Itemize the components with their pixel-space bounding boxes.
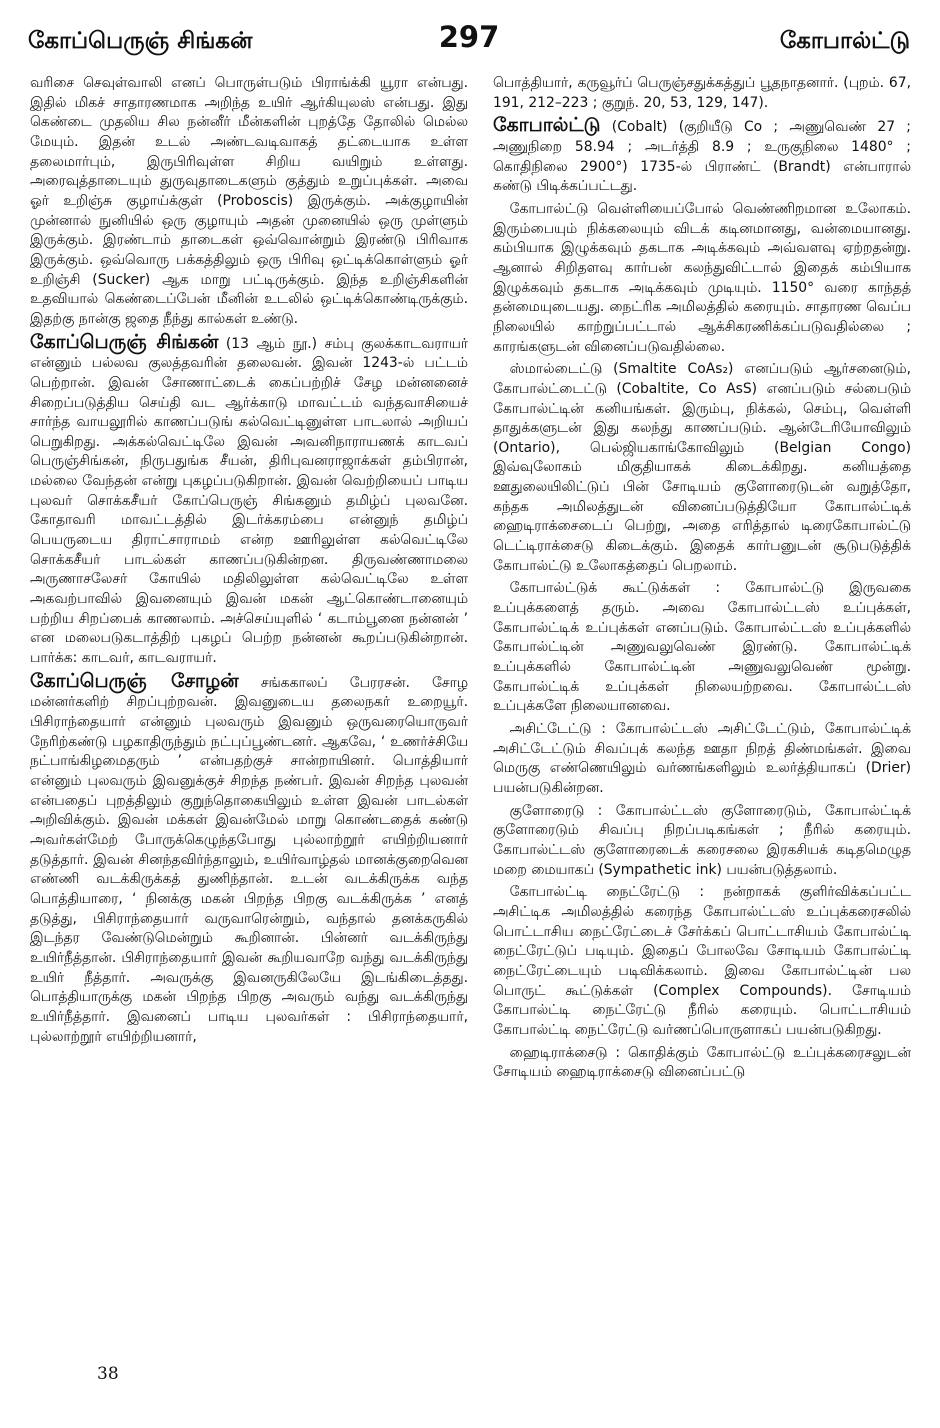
page-header: [28, 20, 910, 60]
right-column: [493, 74, 911, 1324]
running-head-left: கோப்பெருஞ் சிங்கன்: [28, 28, 253, 54]
page-number: 297: [438, 20, 500, 54]
paragraph: அசிட்டேட்டு : கோபால்ட்டஸ் அசிட்டேட்டும், கோபால்ட்டிக் அசிட்டேட்டும் சிவப்புக் கலந்த ஊதா நிறத் திண்மங்கள். இவை மெருகு எண்ணெயிலும் வர்ணங்களிலும் உலர்த்தியாகப் (Drier) பயன்படுகின்றன.: [493, 721, 911, 796]
paragraph-continuation: பொத்தியார், கருவூர்ப் பெருஞ்சதுக்கத்துப் பூதநாதனார். (புறம். 67, 191, 212–223 ; குறுந். 20, 53, 129, 147).: [493, 75, 911, 111]
entry-kopperun-cholan: [30, 669, 468, 1047]
paragraph: குளோரைடு : கோபால்ட்டஸ் குளோரைடும், கோபால்ட்டிக் குளோரைடும் சிவப்பு நிறப்படிகங்கள் ; நீரில் கரையும். கோபால்ட்டஸ் குளோரைடைக் கரைசலை இரகசியக் கடிதமெழுத மறை மையாகப் (Sympathetic ink) பயன்படுத்தலாம்.: [493, 802, 911, 878]
paragraph: ஸ்மால்டைட்டு (Smaltite CoAs₂) எனப்படும் ஆர்சனைடும், கோபால்ட்டைட்டு (Cobaltite, Co AsS) எனப்படும் சல்பைடும் கோபால்ட்டின் கனியங்கள். இரும்பு, நிக்கல், செம்பு, வெள்ளி தாதுக்களுடன் இது கலந்து காணப்படும். ஆன்டேரியோவிலும் (Ontario), பெல்ஜியகாங்கோவிலும் (Belgian Congo) இவ்வுலோகம் மிகுதியாகக் கிடைக்கிறது. கனியத்தை ஊதுலையிலிட்டுப் பின் சோடியம் குளோரைடுடன் வறுத்தோ, கந்தக அமிலத்துடன் வினைப்படுத்தியோ கோபால்ட்டிக் ஹைடிராக்சைடைப் பெற்று, அதை எரித்தால் டிரைகோபால்ட்டு டெட்டிராக்சைடு கிடைக்கும். இதைக் கார்பனுடன் சூடுபடுத்திக் கோபால்ட்டு உலோகத்தைப் பெறலாம்.: [493, 361, 911, 574]
running-head-right: கோபால்ட்டு: [779, 28, 910, 54]
entry-cobalt: [493, 116, 911, 197]
entry-body: சங்ககாலப் பேரரசன். சோழ மன்னர்களிற் சிறப்புற்றவன். இவனுடைய தலைநகர் உறையூர். பிசிராந்தையார் என்னும் புலவரும் இவனும் ஒருவரையொருவர் நேரிற்கண்டு பழகாதிருந்தும் நட்புப்பூண்டனர். ஆகவே, ‘ உணர்ச்சியே நட்பாங்கிழமைதரும் ’ என்பதற்குச் சான்றாயினர். பொத்தியார் என்னும் புலவரும் இவனுக்குச் சிறந்த நண்பர். இவன் சிறந்த புலவன் என்பதைப் புறத்திலும் குறுந்தொகையிலும் உள்ள இவன் பாடல்கள் அறிவிக்கும். இவன் மக்கள் இவன்மேல் மாறு கொண்டதைக் கண்டு அவர்கள்மேற் போருக்கெழுந்தபோது புல்லாற்றூர் எயிற்றியனார் தடுத்தார். இவன் சினந்தவிர்ந்தாலும், உயிர்வாழ்தல் மானக்குறைவென எண்ணி வடக்கிருக்கத் துணிந்தான். உடன் வடக்கிருக்க வந்த பொத்தியாரை, ‘ நினக்கு மகன் பிறந்த பிறகு வடக்கிருக்க ’ எனத் தடுத்து, பிசிராந்தையார் வருவாரென்றும், வந்தால் தனக்கருகில் இடந்தர வேண்டுமென்றும் கூறினான். பின்னர் வடக்கிருந்து உயிர்நீத்தான். பிசிராந்தையார் இவன் கூறியவாறே வந்து வடக்கிருந்து உயிர் நீத்தார். அவருக்கு இவனருகிலேயே இடங்கிடைத்தது. பொத்தியாருக்கு மகன் பிறந்த பிறகு அவரும் வந்து வடக்கிருந்து உயிர்நீத்தார். இவனைப் பாடிய புலவர்கள் : பிசிராந்தையார், புல்லாற்றூர் எயிற்றியனார்,: [30, 674, 468, 1045]
left-column: [30, 74, 468, 1374]
entry-title: கோப்பெருஞ் சோழன்: [30, 669, 239, 692]
paragraph: ஹைடிராக்சைடு : கொதிக்கும் கோபால்ட்டு உப்புக்கரைசலுடன் சோடியம் ஹைடிராக்சைடு வினைப்பட்டு: [493, 1044, 911, 1081]
entry-kopperun-singan: [30, 330, 468, 669]
paragraph-continuation: வரிசை செவுள்வாலி எனப் பொருள்படும் பிராங்க்கி யூரா என்பது. இதில் மிகச் சாதாரணமாக அறிந்த உயிர் ஆர்கியுலஸ் என்பது. இது கெண்டை முதலிய சில நன்னீர் மீன்களின் புறத்தே தோலில் மெல்ல மேயும். இதன் உடல் அண்டவடிவாகத் தட்டையாக உள்ள தலைமார்பும், இருபிரிவுள்ள சிறிய வயிறும் உள்ளது. அரைவுத்தாடையும் துருவுதாடைகளும் குத்தும் உறுப்புக்கள். அவை ஓர் உறிஞ்சு குழாய்க்குள் (Proboscis) இருக்கும். அக்குழாயின் முன்னால் நுனியில் ஒரு குழாயும் அதன் முனையில் ஒரு முள்ளும் இருக்கும். இரண்டாம் தாடைகள் ஒவ்வொன்றும் இரண்டு பிரிவாக இருக்கும். ஒவ்வொரு பக்கத்திலும் ஒரு பிரிவு ஒட்டிக்கொள்ளும் ஓர் உறிஞ்சி (Sucker) ஆக மாறு பட்டிருக்கும். இந்த உறிஞ்சிகளின் உதவியால் கெண்டைப்பேன் மீனின் உடலில் ஒட்டிக்கொண்டிருக்கும். இதற்கு நான்கு ஜதை நீந்து கால்கள் உண்டு.: [30, 75, 468, 327]
entry-title: கோபால்ட்டு: [493, 114, 601, 137]
entry-title: கோப்பெருஞ் சிங்கன்: [30, 330, 219, 353]
paragraph: கோபால்ட்டி நைட்ரேட்டு : நன்றாகக் குளிர்விக்கப்பட்ட அசிட்டிக அமிலத்தில் கரைந்த கோபால்ட்டஸ் உப்புக்கரைசலில் பொட்டாசிய நைட்ரேட்டைச் சேர்க்கப் பொட்டாசியம் கோபால்ட்டி நைட்ரேட்டுப் படியும். இதைப் போலவே சோடியம் கோபால்ட்டி நைட்ரேட்டையும் படிவிக்கலாம். இவை கோபால்ட்டின் பல பொருட் கூட்டுக்கள் (Complex Compounds). சோடியம் கோபால்ட்டி நைட்ரேட்டு நீரில் கரையும். பொட்டாசியம் கோபால்ட்டி நைட்ரேட்டு வர்ணப்பொருளாகப் பயன்படுகிறது.: [493, 884, 911, 1038]
paragraph: கோபால்ட்டுக் கூட்டுக்கள் : கோபால்ட்டு இருவகை உப்புக்களைத் தரும். அவை கோபால்ட்டஸ் உப்புக்கள், கோபால்ட்டிக் உப்புக்கள் எனப்படும். கோபால்ட்டஸ் உப்புக்களில் கோபால்ட்டின் அணுவலுவெண் இரண்டு. கோபால்ட்டிக் உப்புக்களில் கோபால்ட்டின் அணுவலுவெண் மூன்று. கோபால்ட்டிக் உப்புக்கள் நிலையற்றவை. கோபால்ட்டஸ் உப்புக்களே நிலையானவை.: [493, 580, 911, 715]
entry-body: (13 ஆம் நூ.) சம்பு குலக்காடவராயர் என்னும் பல்லவ குலத்தவரின் தலைவன். இவன் 1243-ல் பட்டம் பெற்றான். இவன் சோணாட்டைக் கைப்பற்றிச் சேழ மன்னனைச் சிறைப்படுத்திய செய்தி வட ஆர்க்காடு மாவட்டம் வந்தவாசியைச் சார்ந்த வாயலூரில் காணப்படுங் கல்வெட்டினுள்ள பாடலால் அறியப் பெறுகிறது. அக்கல்வெட்டிலே இவன் அவனிநாராயணக் காடவப் பெருஞ்சிங்கன், நிருபதுங்க சீயன், திரிபுவனராஜாக்கள் தம்பிரான், மல்லை வேந்தன் என்று புகழப்படுகிறான். இவன் வெற்றியைப் பாடிய புலவர் சொக்கசீயர் கோப்பெருஞ் சிங்கனும் தமிழ்ப் புலவனே. கோதாவரி மாவட்டத்தில் இடர்க்கரம்பை என்னுந் தமிழ்ப் பெயருடைய திராட்சாராமம் என்ற ஊரிலுள்ள கல்வெட்டிலே சொக்கசீயர் பாடல்கள் காணப்படுகின்றன. திருவண்ணாமலை அருணாசலேசர் கோயில் மதிலிலுள்ள கல்வெட்டிலே உள்ள அகவற்பாவில் இவனையும் இவன் மகன் ஆட்கொண்டானையும் பற்றிய சிறப்பைக் காணலாம். அச்செய்யுளில் ‘ கடாம்பூனை நன்னன் ’ என மலைபடுகடாத்திற் புகழப் பெற்ற நன்னன் கூறப்படுகின்றான். பார்க்க: காடவர், காடவராயர்.: [30, 335, 468, 667]
paragraph: கோபால்ட்டு வெள்ளியைப்போல் வெண்ணிறமான உலோகம். இரும்பையும் நிக்கலையும் விடக் கடினமானது, வன்மையானது. கம்பியாக இழுக்கவும் தகடாக அடிக்கவும் அவ்வளவு ஏற்றதன்று. ஆனால் சிறிதளவு கார்பன் கலந்துவிட்டால் இதைக் கம்பியாக இழுக்கவும் தகடாக அடிக்கவும் முடியும். 1150° வரை காந்தத் தன்மையுடையது. நைட்ரிக அமிலத்தில் கரையும். சாதாரண வெப்ப நிலையில் காற்றுப்பட்டால் ஆக்சிகரணிக்கப்படுவதில்லை ; காரங்களுடன் வினைப்படுவதில்லை.: [493, 200, 911, 355]
entry-head: (Cobalt) (குறியீடு Co ; அணுவெண் 27 ; அணுநிறை 58.94 ; அடர்த்தி 8.9 ; உருகுநிலை 1480° ; கொதிநிலை 2900°) 1735-ல் பிராண்ட் (Brandt) என்பாரால் கண்டு பிடிக்கப்பட்டது.: [493, 119, 911, 195]
signature-mark: 38: [97, 1364, 119, 1384]
